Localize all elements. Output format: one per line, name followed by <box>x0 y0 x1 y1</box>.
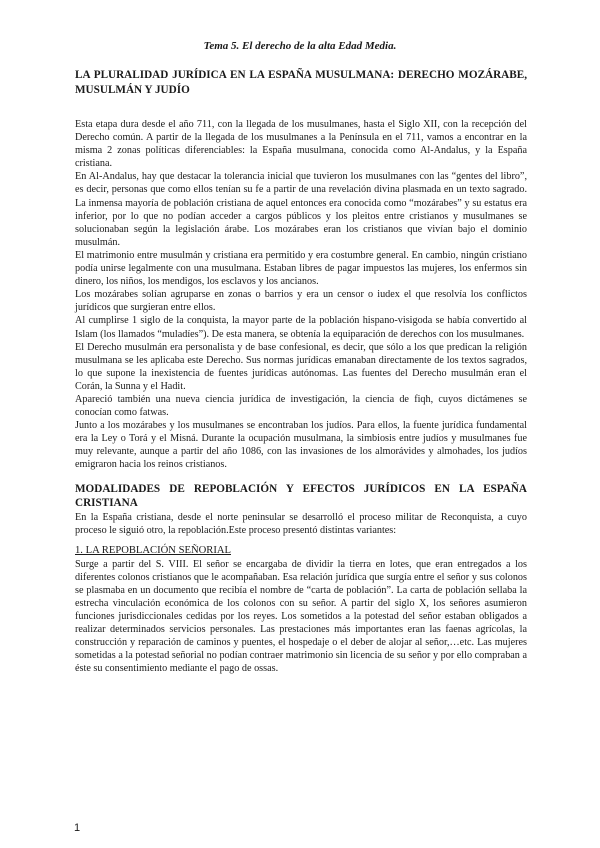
paragraph: Surge a partir del S. VIII. El señor se encargaba de dividir la tierra en lotes, que eran entregados a los diferentes colonos cristianos que le acompañaban. Esa relación jurídica que surgía entre el señor y sus colonos se plasmaba en un documento que recibía el nombre de “carta de población”. La carta de población sellaba la estrecha vinculación económica de los colonos con su señor. A partir del siglo X, los señores asumieron funciones jurisdiccionales cedidas por los reyes. Los sometidos a la potestad del señor estaban obligados a realizar determinados servicios personales. Las prestaciones más importantes eran las faenas agrícolas, la construcción y reparación de caminos y puentes, el hospedaje o el deber de alojar al señor,…etc. Las mujeres sometidas a la potestad señorial no podían contraer matrimonio sin licencia de su señor y por ello compraban a éste su consentimiento mediante el pago de ossas. <box>75 558 527 675</box>
paragraph: En Al-Andalus, hay que destacar la tolerancia inicial que tuvieron los musulmanes con las “gentes del libro”, es decir, personas que como ellos tenían su fe a partir de una revelación divina plasmada en un texto sagrado. La inmensa mayoría de población cristiana de aquel entonces era conocida como “mozárabes” y su estatus era inferior, por lo que no podían acceder a cargos públicos y los pleitos entre cristianos y musulmanes se solucionaban según la legislación árabe. Los mozárabes eran los cristianos que vivían bajo el dominio musulmán. <box>75 171 527 248</box>
paragraph: Los mozárabes solían agruparse en zonas o barrios y era un censor o iudex el que resolvía los conflictos jurídicos que surgieran entre ellos. <box>75 289 527 314</box>
page-number: 1 <box>74 822 81 834</box>
paragraph: Al cumplirse 1 siglo de la conquista, la mayor parte de la población hispano-visigoda se había convertido al Islam (los llamados “muladíes”). De esta manera, se obtenía la equiparación de derechos con los musulmanes. <box>75 315 527 340</box>
paragraph: En la España cristiana, desde el norte peninsular se desarrolló el proceso militar de Reconquista, a cuyo proceso le siguió otro, la repoblación.Este proceso presentó distintas variantes: <box>75 511 527 536</box>
paragraph: Esta etapa dura desde el año 711, con la llegada de los musulmanes, hasta el Siglo XII, con la recepción del Derecho común. A partir de la llegada de los musulmanes a la Península en el 711, vamos a encontrar en la misma 2 zonas políticas diferenciables: la España musulmana, conocida como Al-Andalus, y la España cristiana. <box>75 119 527 170</box>
page-header: Tema 5. El derecho de la alta Edad Media. <box>203 40 397 52</box>
section-1-heading: LA PLURALIDAD JURÍDICA EN LA ESPAÑA MUSULMANA: DERECHO MOZÁRABE, MUSULMÁN Y JUDÍO <box>75 69 527 96</box>
paragraph: El Derecho musulmán era personalista y de base confesional, es decir, que sólo a los que predican la religión musulmana se les aplicaba este Derecho. Sus normas jurídicas emanaban directamente de los textos sagrados, lo que supone la inexistencia de fuentes jurídicas autónomas. Las fuentes del Derecho musulmán eran el Corán, la Sunna y el Hadit. <box>75 341 527 392</box>
paragraph: Apareció también una nueva ciencia jurídica de investigación, la ciencia de fiqh, cuyos dictámenes se conocían como fatwas. <box>75 393 527 419</box>
page-content <box>75 68 527 676</box>
paragraph: El matrimonio entre musulmán y cristiana era permitido y era costumbre general. En cambio, ningún cristiano podía unirse legalmente con una musulmana. Estaban libres de pagar impuestos las mujeres, los enfermos sin dinero, los niños, los mendigos, los esclavos y los ancianos. <box>75 249 527 288</box>
paragraph: Junto a los mozárabes y los musulmanes se encontraban los judíos. Para ellos, la fuente jurídica fundamental era la Ley o Torá y el Misná. Durante la ocupación musulmana, la simbiosis entre judíos y musulmanes fue muy relevante, aunque a partir del año 1086, con las invasiones de los almorávides y almohades, los judíos emigraron hacia los reinos cristianos. <box>75 420 527 471</box>
section-2-heading: MODALIDADES DE REPOBLACIÓN Y EFECTOS JURÍDICOS EN LA ESPAÑA CRISTIANA <box>75 482 527 510</box>
subheading-repoblacion-senorial: 1. LA REPOBLACIÓN SEÑORIAL <box>75 544 231 556</box>
